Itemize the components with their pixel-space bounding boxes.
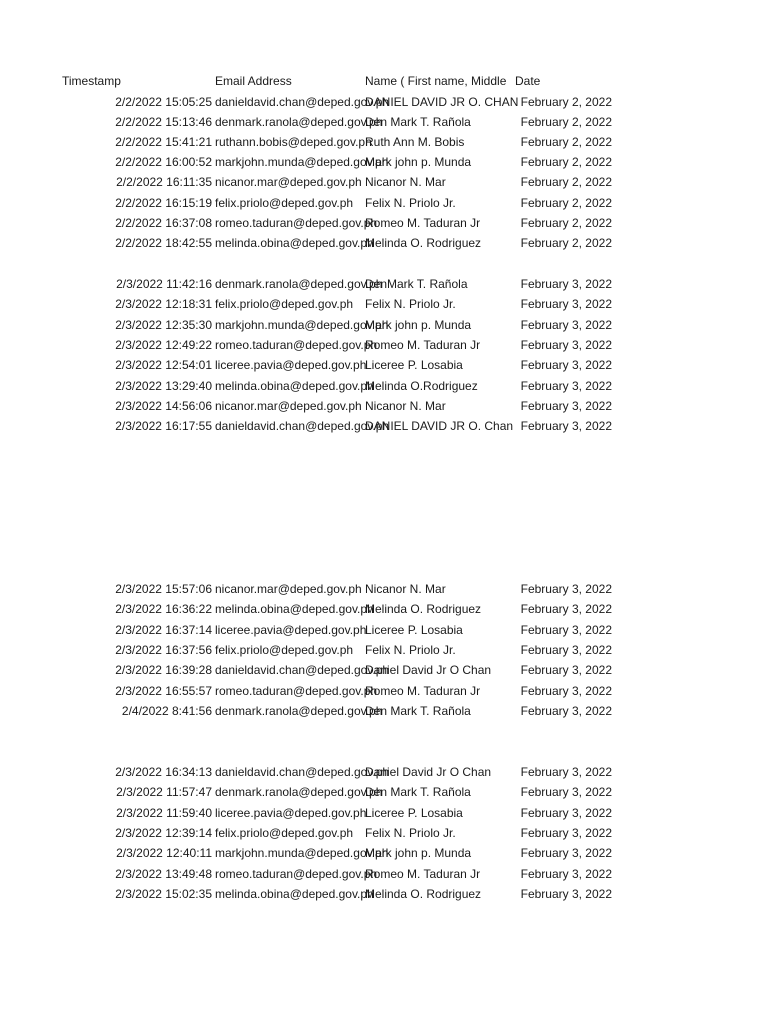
date-cell: February 2, 2022: [520, 95, 612, 109]
timestamp-cell: 2/3/2022 12:35:30: [115, 318, 212, 332]
table-row: [0, 233, 768, 253]
date-cell: February 3, 2022: [520, 806, 612, 820]
name-cell: Mark john p. Munda: [365, 155, 472, 169]
name-cell: Liceree P. Losabia: [365, 358, 463, 372]
name-cell: Romeo M. Taduran Jr: [365, 684, 481, 698]
name-cell: Nicanor N. Mar: [365, 175, 446, 189]
date-cell: February 2, 2022: [520, 236, 612, 250]
date-cell: February 3, 2022: [520, 765, 612, 779]
date-cell: February 2, 2022: [520, 196, 612, 210]
table-row: [0, 864, 768, 884]
timestamp-cell: 2/2/2022 15:05:25: [115, 95, 212, 109]
email-cell: denmark.ranola@deped.gov.ph: [215, 115, 383, 129]
header-row: [0, 71, 768, 91]
email-cell: felix.priolo@deped.gov.ph: [215, 297, 354, 311]
header-name: Name ( First name, Middle: [365, 74, 507, 88]
table-row: [0, 599, 768, 619]
email-cell: liceree.pavia@deped.gov.ph: [215, 358, 367, 372]
timestamp-cell: 2/3/2022 14:56:06: [115, 399, 212, 413]
name-cell: Liceree P. Losabia: [365, 623, 463, 637]
date-cell: February 3, 2022: [520, 643, 612, 657]
table-row: [0, 640, 768, 660]
date-cell: February 3, 2022: [520, 704, 612, 718]
name-cell: Nicanor N. Mar: [365, 399, 446, 413]
name-cell: Den Mark T. Rañola: [365, 704, 471, 718]
date-cell: February 3, 2022: [520, 826, 612, 840]
header-email: Email Address: [215, 74, 292, 88]
table-row: [0, 92, 768, 112]
email-cell: liceree.pavia@deped.gov.ph: [215, 623, 367, 637]
email-cell: melinda.obina@deped.gov.ph: [215, 379, 374, 393]
email-cell: danieldavid.chan@deped.gov.ph: [215, 95, 390, 109]
name-cell: Melinda O. Rodriguez: [365, 887, 482, 901]
date-cell: February 3, 2022: [520, 379, 612, 393]
table-row: [0, 213, 768, 233]
table-row: [0, 681, 768, 701]
date-cell: February 3, 2022: [520, 297, 612, 311]
table-row: [0, 579, 768, 599]
header-timestamp: Timestamp: [62, 74, 121, 88]
name-cell: Romeo M. Taduran Jr: [365, 867, 481, 881]
timestamp-cell: 2/3/2022 16:17:55: [115, 419, 212, 433]
email-cell: nicanor.mar@deped.gov.ph: [215, 399, 362, 413]
timestamp-cell: 2/3/2022 16:37:56: [115, 643, 212, 657]
table-row: [0, 315, 768, 335]
table-row: [0, 762, 768, 782]
timestamp-cell: 2/3/2022 11:59:40: [116, 806, 212, 820]
email-cell: ruthann.bobis@deped.gov.ph: [215, 135, 372, 149]
timestamp-cell: 2/3/2022 12:40:11: [116, 846, 212, 860]
email-cell: markjohn.munda@deped.gov.ph: [215, 318, 389, 332]
table-row: [0, 660, 768, 680]
timestamp-cell: 2/3/2022 11:42:16: [116, 277, 212, 291]
table-row: [0, 274, 768, 294]
date-cell: February 3, 2022: [520, 663, 612, 677]
name-cell: Melinda O. Rodriguez: [365, 602, 482, 616]
name-cell: DANIEL DAVID JR O. Chan: [365, 419, 514, 433]
table-row: [0, 152, 768, 172]
table-row: [0, 620, 768, 640]
timestamp-cell: 2/2/2022 16:37:08: [115, 216, 212, 230]
table-row: [0, 355, 768, 375]
name-cell: Ruth Ann M. Bobis: [365, 135, 465, 149]
email-cell: romeo.taduran@deped.gov.ph: [215, 867, 378, 881]
name-cell: Den Mark T. Rañola: [365, 115, 471, 129]
email-cell: markjohn.munda@deped.gov.ph: [215, 155, 389, 169]
date-cell: February 2, 2022: [520, 135, 612, 149]
timestamp-cell: 2/3/2022 16:34:13: [115, 765, 212, 779]
email-cell: danieldavid.chan@deped.gov.ph: [215, 765, 390, 779]
table-row: [0, 294, 768, 314]
date-cell: February 3, 2022: [520, 623, 612, 637]
table-row: [0, 193, 768, 213]
timestamp-cell: 2/3/2022 11:57:47: [116, 785, 212, 799]
email-cell: danieldavid.chan@deped.gov.ph: [215, 663, 390, 677]
table-row: [0, 416, 768, 436]
timestamp-cell: 2/2/2022 16:11:35: [116, 175, 212, 189]
email-cell: romeo.taduran@deped.gov.ph: [215, 338, 378, 352]
email-cell: romeo.taduran@deped.gov.ph: [215, 216, 378, 230]
name-cell: DANIEL DAVID JR O. CHAN: [365, 95, 519, 109]
email-cell: nicanor.mar@deped.gov.ph: [215, 582, 362, 596]
name-cell: Romeo M. Taduran Jr: [365, 216, 481, 230]
name-cell: DenMark T. Rañola: [365, 277, 468, 291]
timestamp-cell: 2/2/2022 15:41:21: [115, 135, 212, 149]
name-cell: Den Mark T. Rañola: [365, 785, 471, 799]
timestamp-cell: 2/3/2022 16:37:14: [115, 623, 212, 637]
date-cell: February 2, 2022: [520, 155, 612, 169]
email-cell: denmark.ranola@deped.gov.ph: [215, 277, 383, 291]
table-row: [0, 172, 768, 192]
name-cell: Daniel David Jr O Chan: [365, 765, 492, 779]
timestamp-cell: 2/3/2022 12:18:31: [115, 297, 212, 311]
date-cell: February 2, 2022: [520, 115, 612, 129]
email-cell: melinda.obina@deped.gov.ph: [215, 236, 374, 250]
date-cell: February 3, 2022: [520, 419, 612, 433]
date-cell: February 3, 2022: [520, 602, 612, 616]
table-row: [0, 396, 768, 416]
table-row: [0, 803, 768, 823]
name-cell: Melinda O.Rodriguez: [365, 379, 478, 393]
date-cell: February 3, 2022: [520, 338, 612, 352]
date-cell: February 3, 2022: [520, 867, 612, 881]
name-cell: Romeo M. Taduran Jr: [365, 338, 481, 352]
table-row: [0, 132, 768, 152]
name-cell: Daniel David Jr O Chan: [365, 663, 492, 677]
email-cell: felix.priolo@deped.gov.ph: [215, 196, 354, 210]
date-cell: February 2, 2022: [520, 216, 612, 230]
timestamp-cell: 2/3/2022 13:49:48: [115, 867, 212, 881]
email-cell: liceree.pavia@deped.gov.ph: [215, 806, 367, 820]
table-row: [0, 782, 768, 802]
date-cell: February 2, 2022: [520, 175, 612, 189]
timestamp-cell: 2/3/2022 16:39:28: [115, 663, 212, 677]
date-cell: February 3, 2022: [520, 358, 612, 372]
date-cell: February 3, 2022: [520, 277, 612, 291]
name-cell: Felix N. Priolo Jr.: [365, 643, 456, 657]
name-cell: Nicanor N. Mar: [365, 582, 446, 596]
table-row: [0, 701, 768, 721]
timestamp-cell: 2/3/2022 13:29:40: [115, 379, 212, 393]
table-row: [0, 884, 768, 904]
table-row: [0, 843, 768, 863]
date-cell: February 3, 2022: [520, 399, 612, 413]
timestamp-cell: 2/3/2022 15:57:06: [115, 582, 212, 596]
timestamp-cell: 2/2/2022 15:13:46: [115, 115, 212, 129]
email-cell: romeo.taduran@deped.gov.ph: [215, 684, 378, 698]
name-cell: Felix N. Priolo Jr.: [365, 196, 456, 210]
name-cell: Melinda O. Rodriguez: [365, 236, 482, 250]
name-cell: Felix N. Priolo Jr.: [365, 297, 456, 311]
timestamp-cell: 2/2/2022 16:15:19: [115, 196, 212, 210]
email-cell: danieldavid.chan@deped.gov.ph: [215, 419, 390, 433]
timestamp-cell: 2/2/2022 16:00:52: [115, 155, 212, 169]
email-cell: melinda.obina@deped.gov.ph: [215, 887, 374, 901]
table-row: [0, 335, 768, 355]
timestamp-cell: 2/4/2022 8:41:56: [121, 704, 212, 718]
email-cell: denmark.ranola@deped.gov.ph: [215, 704, 383, 718]
name-cell: Mark john p. Munda: [365, 318, 472, 332]
timestamp-cell: 2/3/2022 12:39:14: [115, 826, 212, 840]
table-row: [0, 112, 768, 132]
timestamp-cell: 2/3/2022 12:54:01: [115, 358, 212, 372]
name-cell: Felix N. Priolo Jr.: [365, 826, 456, 840]
email-cell: felix.priolo@deped.gov.ph: [215, 643, 354, 657]
date-cell: February 3, 2022: [520, 785, 612, 799]
email-cell: felix.priolo@deped.gov.ph: [215, 826, 354, 840]
header-date: Date: [515, 74, 541, 88]
email-cell: nicanor.mar@deped.gov.ph: [215, 175, 362, 189]
name-cell: Mark john p. Munda: [365, 846, 472, 860]
email-cell: melinda.obina@deped.gov.ph: [215, 602, 374, 616]
date-cell: February 3, 2022: [520, 684, 612, 698]
email-cell: markjohn.munda@deped.gov.ph: [215, 846, 389, 860]
email-cell: denmark.ranola@deped.gov.ph: [215, 785, 383, 799]
timestamp-cell: 2/3/2022 12:49:22: [115, 338, 212, 352]
timestamp-cell: 2/2/2022 18:42:55: [115, 236, 212, 250]
name-cell: Liceree P. Losabia: [365, 806, 463, 820]
timestamp-cell: 2/3/2022 16:55:57: [115, 684, 212, 698]
date-cell: February 3, 2022: [520, 318, 612, 332]
timestamp-cell: 2/3/2022 15:02:35: [115, 887, 212, 901]
date-cell: February 3, 2022: [520, 846, 612, 860]
table-row: [0, 376, 768, 396]
date-cell: February 3, 2022: [520, 582, 612, 596]
table-row: [0, 823, 768, 843]
timestamp-cell: 2/3/2022 16:36:22: [115, 602, 212, 616]
date-cell: February 3, 2022: [520, 887, 612, 901]
